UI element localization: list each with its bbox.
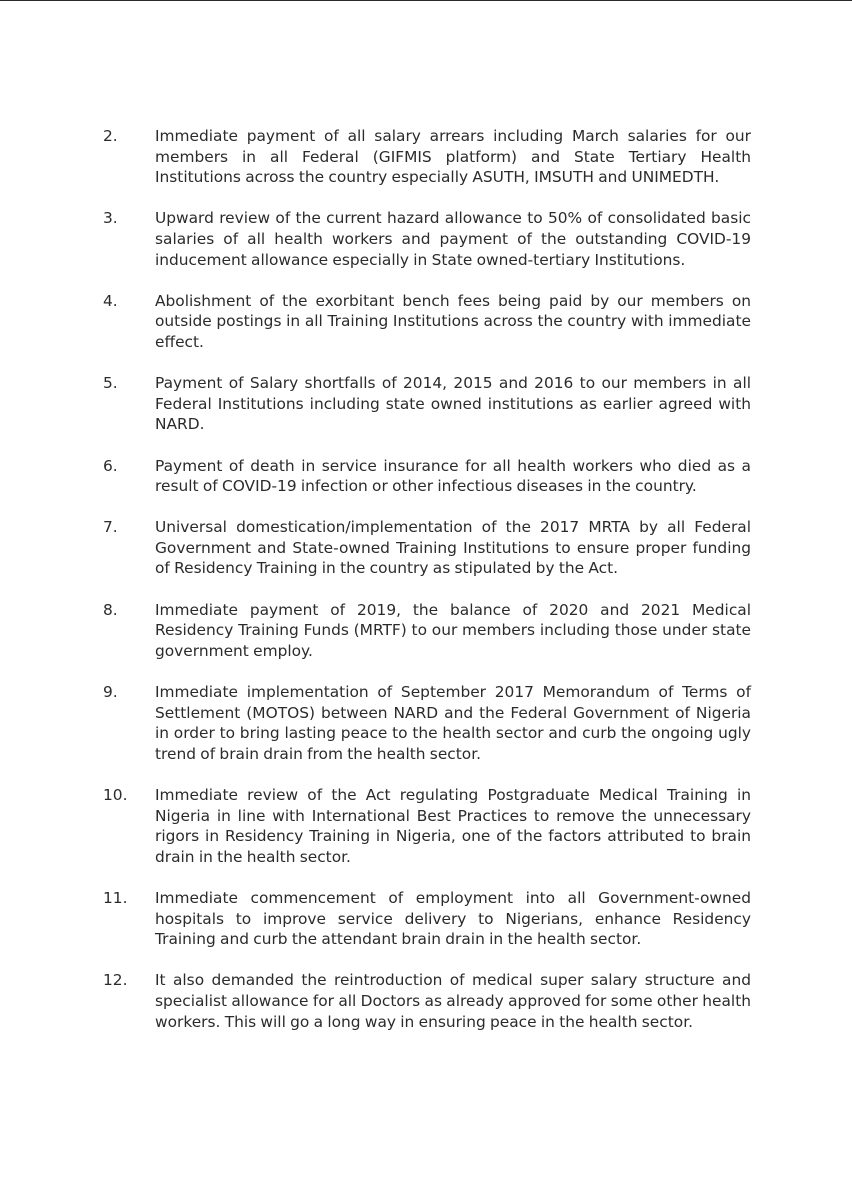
list-item [103,208,751,270]
item-number: 7. [103,518,118,537]
item-text: Immediate implementation of September 2017 Memorandum of Terms of Settlement (MOTOS) between NARD and the Federal Government of Nigeria in order to bring lasting peace to the health sector and curb the ongoing ugly trend of brain drain from the health sector. [155,683,751,763]
item-text: Immediate review of the Act regulating Postgraduate Medical Training in Nigeria in line with International Best Practices to remove the unnecessary rigors in Residency Training in Nigeria, one of the factors attributed to brain drain in the health sector. [155,786,751,866]
list-item [103,970,751,1032]
item-text: Abolishment of the exorbitant bench fees being paid by our members on outside postings in all Training Institutions across the country with immediate effect. [155,291,751,351]
item-number: 8. [103,600,118,619]
demands-list [103,126,751,1053]
list-item [103,126,751,188]
item-text: Immediate payment of 2019, the balance of 2020 and 2021 Medical Residency Training Funds (MRTF) to our members including those under state government employ. [155,600,751,660]
item-number: 9. [103,683,118,702]
item-number: 6. [103,456,118,475]
item-text: Universal domestication/implementation of the 2017 MRTA by all Federal Government and State-owned Training Institutions to ensure proper funding of Residency Training in the country as stipulated by the Act. [155,518,751,578]
list-item [103,373,751,435]
item-number: 5. [103,374,118,393]
list-item [103,291,751,353]
item-text: Upward review of the current hazard allowance to 50% of consolidated basic salaries of all health workers and payment of the outstanding COVID-19 inducement allowance especially in State owned-tertiary Institutions. [155,209,751,269]
item-number: 12. [103,971,128,990]
item-number: 3. [103,209,118,228]
list-item [103,682,751,764]
list-item [103,888,751,950]
list-item [103,456,751,497]
list-item [103,517,751,579]
top-border-line [0,0,852,1]
list-item [103,785,751,867]
item-text: It also demanded the reintroduction of medical super salary structure and specialist allowance for all Doctors as already approved for some other health workers. This will go a long way in ensuring peace in the health sector. [155,971,751,1031]
item-number: 2. [103,127,118,145]
item-text: Immediate commencement of employment into all Government-owned hospitals to improve service delivery to Nigerians, enhance Residency Training and curb the attendant brain drain in the health sector. [155,888,751,949]
item-text: Immediate payment of all salary arrears including March salaries for our members in all Federal (GIFMIS platform) and State Tertiary Health Institutions across the country especially ASUTH, IMSUTH and UNIMEDTH. [155,127,751,187]
item-text: Payment of death in service insurance for all health workers who died as a result of COVID-19 infection or other infectious diseases in the country. [155,456,751,496]
item-text: Payment of Salary shortfalls of 2014, 2015 and 2016 to our members in all Federal Institutions including state owned institutions as earlier agreed with NARD. [155,374,751,434]
item-number: 4. [103,291,118,310]
item-number: 10. [103,786,128,804]
item-number: 11. [103,888,128,907]
list-item [103,600,751,662]
